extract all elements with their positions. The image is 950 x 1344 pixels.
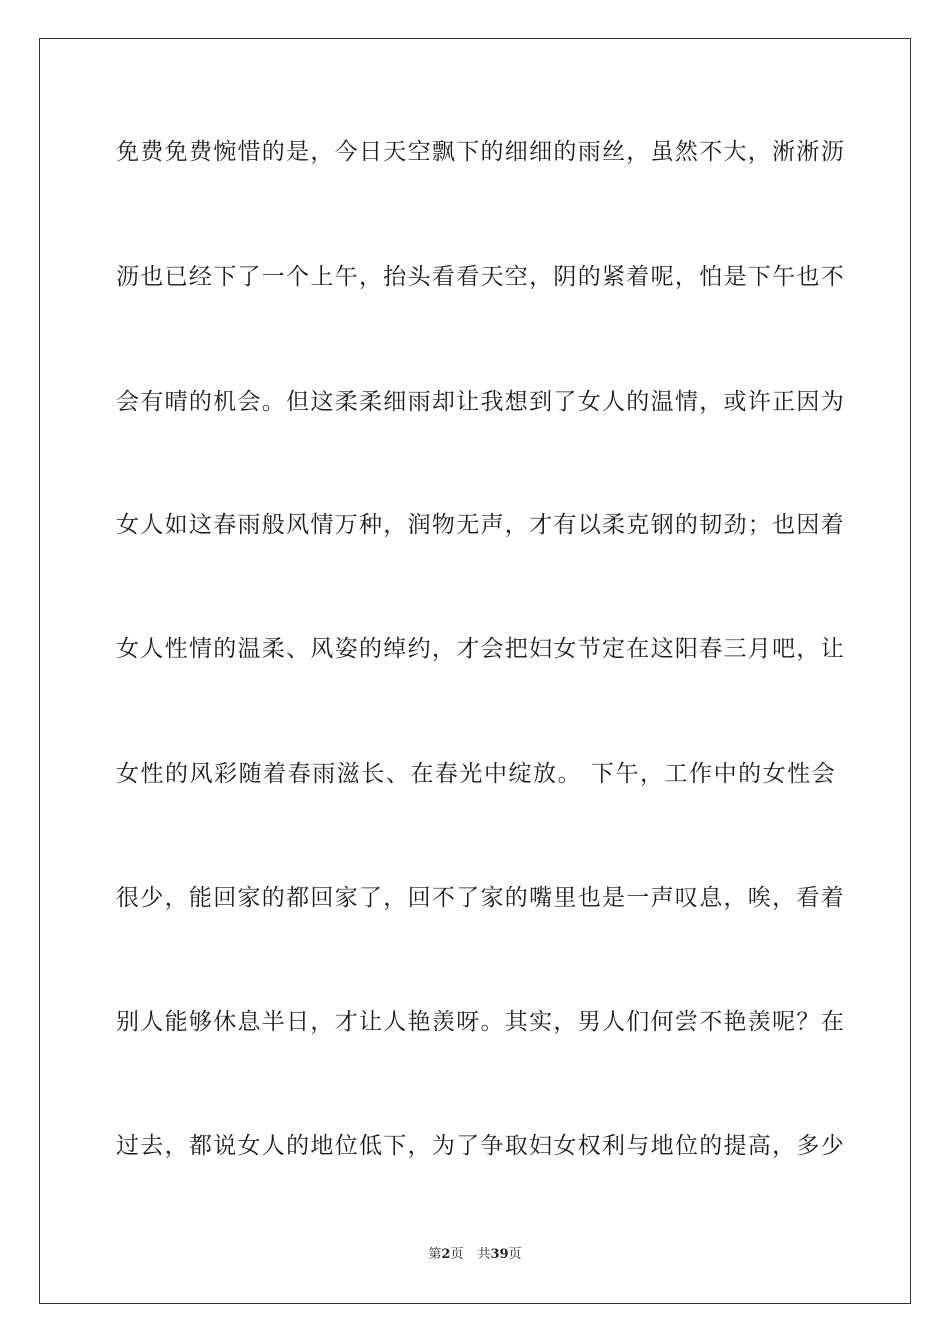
paragraph-line: 女人如这春雨般风情万种，润物无声，才有以柔克钢的韧劲；也因着 xyxy=(116,512,845,538)
total-prefix: 共 xyxy=(477,1247,491,1262)
paragraph-line: 很少，能回家的都回家了，回不了家的嘴里也是一声叹息，唉，看着 xyxy=(116,885,845,911)
paragraph-line: 别人能够休息半日，才让人艳羡呀。其实，男人们何尝不艳羡呢？在 xyxy=(116,1009,845,1035)
page-footer xyxy=(0,1246,950,1264)
total-suffix: 页 xyxy=(508,1247,522,1262)
page-border xyxy=(39,38,911,1304)
paragraph-line: 女人性情的温柔、风姿的绰约，才会把妇女节定在这阳春三月吧，让 xyxy=(116,636,845,662)
page-prefix: 第 xyxy=(428,1247,442,1262)
total-pages-label xyxy=(477,1247,521,1262)
page-number-label xyxy=(428,1247,463,1262)
paragraph-line: 女性的风彩随着春雨滋长、在春光中绽放。 下午，工作中的女性会 xyxy=(116,761,836,787)
current-page-number: 2 xyxy=(441,1247,451,1262)
paragraph-line: 会有晴的机会。但这柔柔细雨却让我想到了女人的温情，或许正因为 xyxy=(116,389,845,415)
paragraph-line: 免费免费惋惜的是，今日天空飘下的细细的雨丝，虽然不大，淅淅沥 xyxy=(116,139,845,165)
total-page-count: 39 xyxy=(490,1247,509,1262)
paragraph-line: 沥也已经下了一个上午，抬头看看天空，阴的紧着呢，怕是下午也不 xyxy=(116,264,845,290)
paragraph-line: 过去，都说女人的地位低下，为了争取妇女权利与地位的提高，多少 xyxy=(116,1133,845,1159)
page-suffix: 页 xyxy=(450,1247,464,1262)
